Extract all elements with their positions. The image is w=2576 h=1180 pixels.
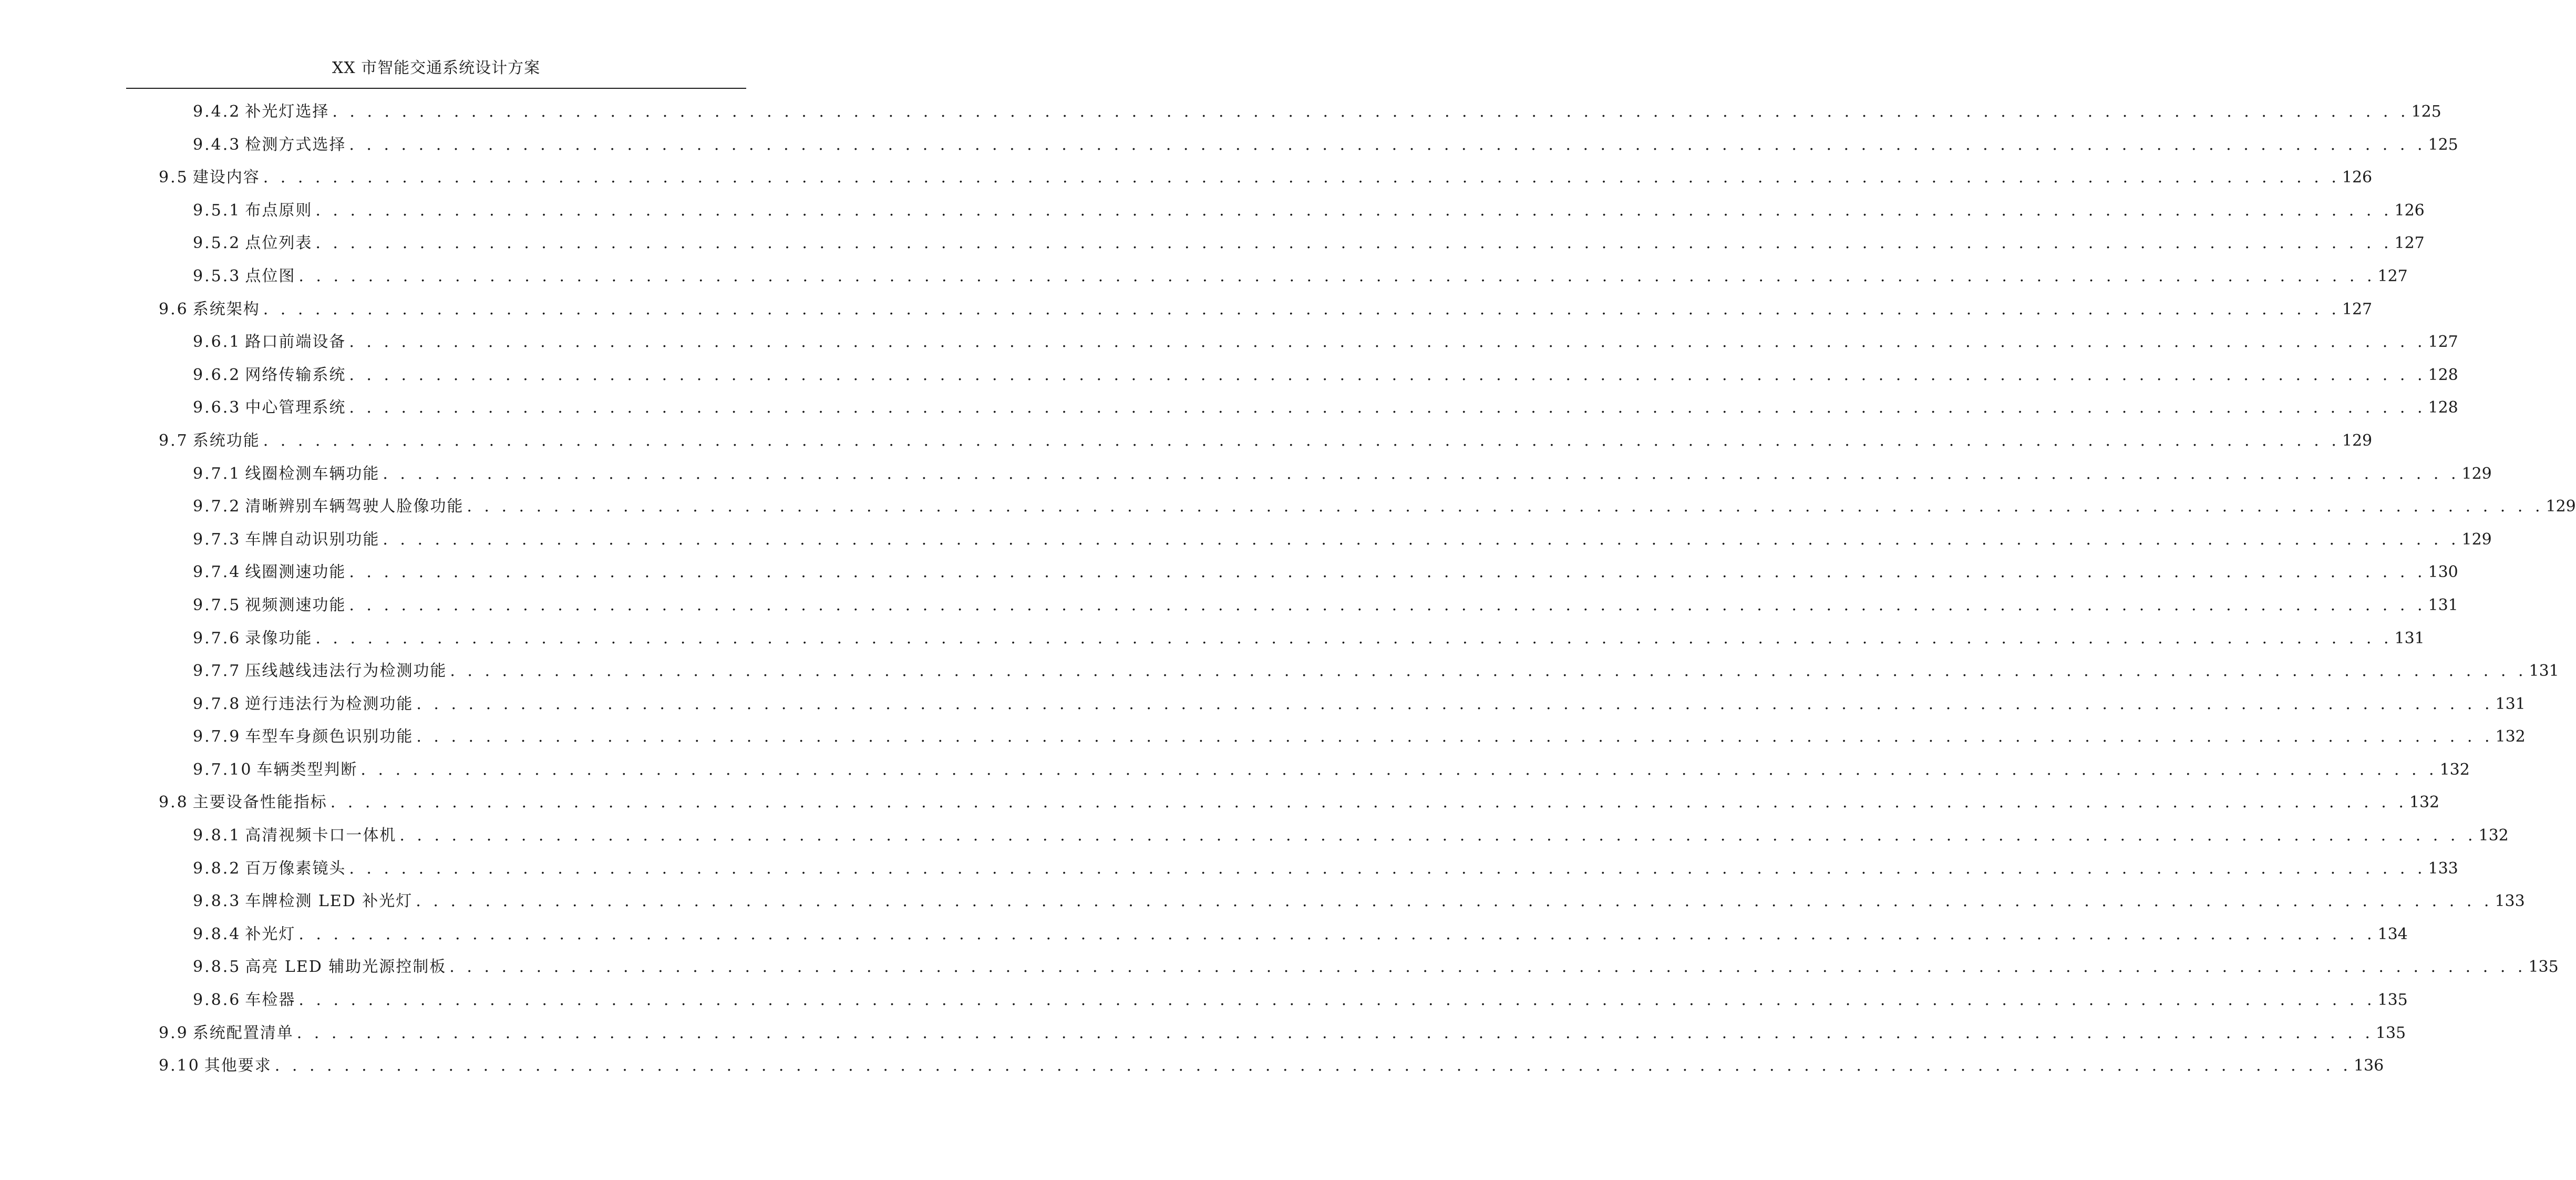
toc-entry[interactable]: [0, 429, 2373, 462]
toc-entry[interactable]: [0, 528, 2492, 561]
toc-entry[interactable]: [0, 495, 2576, 528]
toc-entry-title: 点位图: [245, 266, 296, 285]
toc-entry-page-number: 127: [2428, 333, 2458, 352]
toc-entry[interactable]: [0, 791, 2440, 824]
toc-entry-number: 9.7.9: [193, 727, 241, 746]
toc-dot-leader: . . . . . . . . . . . . . . . . . . . . . . . . . . . . . . . . . . . . . . . . . . . . . . . . . . . . . . . . . . . . . . . . . . . . . . . . . . . . . . . . . . . . . . . . . . . . . . . . . . . . . . . . . . . . . . . . . . . . . . . .: [349, 563, 2426, 582]
toc-entry-title: 清晰辨别车辆驾驶人脸像功能: [245, 497, 464, 516]
toc-entry-page-number: 132: [2409, 793, 2440, 812]
toc-entry-page-number: 131: [2428, 596, 2458, 614]
toc-entry-number: 9.8.3: [193, 892, 241, 911]
toc-entry-title: 主要设备性能指标: [192, 793, 327, 812]
toc-dot-leader: . . . . . . . . . . . . . . . . . . . . . . . . . . . . . . . . . . . . . . . . . . . . . . . . . . . . . . . . . . . . . . . . . . . . . . . . . . . . . . . . . . . . . . . . . . . . . . . . . . . . . . . . . . . . . . . . . . . . . . . .: [263, 300, 2340, 319]
toc-entry-number: 9.8.1: [193, 826, 241, 845]
toc-entry[interactable]: [0, 627, 2425, 660]
toc-dot-leader: . . . . . . . . . . . . . . . . . . . . . . . . . . . . . . . . . . . . . . . . . . . . . . . . . . . . . . . . . . . . . . . . . . . . . . . . . . . . . . . . . . . . . . . . . . . . . . . . . . . . . . . . . . . . . . . . . . . . . . . .: [450, 662, 2527, 681]
toc-entry[interactable]: [0, 560, 2458, 593]
toc-dot-leader: . . . . . . . . . . . . . . . . . . . . . . . . . . . . . . . . . . . . . . . . . . . . . . . . . . . . . . . . . . . . . . . . . . . . . . . . . . . . . . . . . . . . . . . . . . . . . . . . . . . . . . . . . . . . . . . . . . . . . . . .: [399, 826, 2477, 845]
toc-dot-leader: . . . . . . . . . . . . . . . . . . . . . . . . . . . . . . . . . . . . . . . . . . . . . . . . . . . . . . . . . . . . . . . . . . . . . . . . . . . . . . . . . . . . . . . . . . . . . . . . . . . . . . . . . . . . . . . . . . . . . . . .: [332, 102, 2409, 121]
toc-entry-title: 系统架构: [192, 300, 260, 319]
toc-entry-number: 9.8.5: [193, 958, 241, 977]
toc-entry[interactable]: [0, 593, 2458, 627]
toc-entry[interactable]: [0, 462, 2492, 495]
toc-entry-number: 9.5.1: [193, 201, 241, 220]
toc-entry-number: 9.7.8: [193, 694, 241, 713]
table-of-contents: [0, 100, 2576, 1087]
toc-dot-leader: . . . . . . . . . . . . . . . . . . . . . . . . . . . . . . . . . . . . . . . . . . . . . . . . . . . . . . . . . . . . . . . . . . . . . . . . . . . . . . . . . . . . . . . . . . . . . . . . . . . . . . . . . . . . . . . . . . . . . . . .: [349, 333, 2426, 352]
toc-entry-number: 9.6.3: [193, 398, 241, 417]
toc-entry-number: 9.9: [159, 1023, 189, 1042]
toc-entry-page-number: 132: [2439, 760, 2470, 779]
toc-entry-number: 9.8: [159, 793, 189, 812]
toc-entry-number: 9.5.2: [193, 234, 241, 253]
toc-entry-page-number: 136: [2353, 1056, 2384, 1075]
toc-entry-title: 网络传输系统: [245, 365, 346, 384]
toc-dot-leader: . . . . . . . . . . . . . . . . . . . . . . . . . . . . . . . . . . . . . . . . . . . . . . . . . . . . . . . . . . . . . . . . . . . . . . . . . . . . . . . . . . . . . . . . . . . . . . . . . . . . . . . . . . . . . . . . . . . . . . . .: [330, 793, 2407, 812]
toc-dot-leader: . . . . . . . . . . . . . . . . . . . . . . . . . . . . . . . . . . . . . . . . . . . . . . . . . . . . . . . . . . . . . . . . . . . . . . . . . . . . . . . . . . . . . . . . . . . . . . . . . . . . . . . . . . . . . . . . . . . . . . . .: [298, 991, 2376, 1010]
toc-entry-title: 补光灯选择: [245, 102, 329, 121]
toc-entry-title: 线圈测速功能: [245, 563, 346, 582]
toc-entry-page-number: 134: [2377, 925, 2408, 943]
toc-entry-number: 9.7.4: [193, 563, 241, 582]
toc-entry[interactable]: [0, 955, 2559, 988]
toc-entry-title: 线圈检测车辆功能: [245, 464, 380, 483]
toc-entry[interactable]: [0, 1021, 2406, 1054]
toc-entry[interactable]: [0, 692, 2526, 725]
toc-entry-title: 布点原则: [245, 201, 313, 220]
toc-entry[interactable]: [0, 199, 2425, 232]
toc-entry-page-number: 135: [2375, 1023, 2406, 1042]
toc-entry-title: 视频测速功能: [245, 596, 346, 614]
toc-entry-page-number: 125: [2428, 135, 2458, 154]
toc-entry-number: 9.7: [159, 431, 189, 450]
toc-entry-title: 路口前端设备: [245, 333, 346, 352]
toc-entry-page-number: 125: [2411, 102, 2441, 121]
toc-entry-title: 补光灯: [245, 925, 296, 943]
toc-entry[interactable]: [0, 330, 2458, 363]
toc-entry[interactable]: [0, 725, 2526, 758]
toc-dot-leader: . . . . . . . . . . . . . . . . . . . . . . . . . . . . . . . . . . . . . . . . . . . . . . . . . . . . . . . . . . . . . . . . . . . . . . . . . . . . . . . . . . . . . . . . . . . . . . . . . . . . . . . . . . . . . . . . . . . . . . . .: [349, 596, 2426, 614]
toc-entry-title: 车检器: [245, 991, 296, 1010]
toc-entry-page-number: 131: [2394, 629, 2425, 648]
toc-entry-number: 9.6.2: [193, 365, 241, 384]
toc-entry-title: 系统功能: [192, 431, 260, 450]
toc-entry[interactable]: [0, 297, 2373, 331]
toc-entry-title: 点位列表: [245, 234, 313, 253]
toc-entry-number: 9.7.7: [193, 662, 241, 681]
toc-entry[interactable]: [0, 396, 2458, 429]
toc-entry[interactable]: [0, 857, 2458, 890]
toc-entry-page-number: 135: [2528, 958, 2559, 977]
toc-dot-leader: . . . . . . . . . . . . . . . . . . . . . . . . . . . . . . . . . . . . . . . . . . . . . . . . . . . . . . . . . . . . . . . . . . . . . . . . . . . . . . . . . . . . . . . . . . . . . . . . . . . . . . . . . . . . . . . . . . . . . . . .: [416, 727, 2493, 746]
toc-entry-number: 9.4.2: [193, 102, 241, 121]
toc-dot-leader: . . . . . . . . . . . . . . . . . . . . . . . . . . . . . . . . . . . . . . . . . . . . . . . . . . . . . . . . . . . . . . . . . . . . . . . . . . . . . . . . . . . . . . . . . . . . . . . . . . . . . . . . . . . . . . . . . . . . . . . .: [315, 201, 2393, 220]
toc-entry-number: 9.5.3: [193, 266, 241, 285]
toc-entry-page-number: 129: [2342, 431, 2373, 450]
toc-entry[interactable]: [0, 988, 2408, 1021]
toc-entry[interactable]: [0, 824, 2509, 857]
toc-entry-page-number: 127: [2342, 300, 2373, 319]
toc-entry-title: 建设内容: [192, 168, 260, 187]
toc-dot-leader: . . . . . . . . . . . . . . . . . . . . . . . . . . . . . . . . . . . . . . . . . . . . . . . . . . . . . . . . . . . . . . . . . . . . . . . . . . . . . . . . . . . . . . . . . . . . . . . . . . . . . . . . . . . . . . . . . . . . . . . .: [274, 1056, 2352, 1075]
toc-entry[interactable]: [0, 231, 2425, 264]
header-rule: [126, 88, 746, 89]
toc-entry-page-number: 132: [2495, 727, 2526, 746]
toc-entry[interactable]: [0, 1054, 2384, 1087]
toc-entry-title: 逆行违法行为检测功能: [245, 694, 414, 713]
toc-dot-leader: . . . . . . . . . . . . . . . . . . . . . . . . . . . . . . . . . . . . . . . . . . . . . . . . . . . . . . . . . . . . . . . . . . . . . . . . . . . . . . . . . . . . . . . . . . . . . . . . . . . . . . . . . . . . . . . . . . . . . . . .: [349, 365, 2426, 384]
toc-entry-page-number: 135: [2377, 991, 2408, 1010]
toc-entry-page-number: 127: [2377, 266, 2408, 285]
toc-entry[interactable]: [0, 100, 2441, 133]
toc-entry[interactable]: [0, 659, 2559, 692]
toc-entry[interactable]: [0, 264, 2408, 297]
toc-dot-leader: . . . . . . . . . . . . . . . . . . . . . . . . . . . . . . . . . . . . . . . . . . . . . . . . . . . . . . . . . . . . . . . . . . . . . . . . . . . . . . . . . . . . . . . . . . . . . . . . . . . . . . . . . . . . . . . . . . . . . . . .: [315, 234, 2393, 253]
toc-dot-leader: . . . . . . . . . . . . . . . . . . . . . . . . . . . . . . . . . . . . . . . . . . . . . . . . . . . . . . . . . . . . . . . . . . . . . . . . . . . . . . . . . . . . . . . . . . . . . . . . . . . . . . . . . . . . . . . . . . . . . . . .: [349, 135, 2426, 154]
toc-dot-leader: . . . . . . . . . . . . . . . . . . . . . . . . . . . . . . . . . . . . . . . . . . . . . . . . . . . . . . . . . . . . . . . . . . . . . . . . . . . . . . . . . . . . . . . . . . . . . . . . . . . . . . . . . . . . . . . . . . . . . . . .: [263, 168, 2340, 187]
toc-entry-number: 9.7.5: [193, 596, 241, 614]
toc-entry-page-number: 127: [2394, 234, 2425, 253]
toc-entry-page-number: 133: [2495, 892, 2525, 911]
toc-entry-title: 车牌检测 LED 补光灯: [245, 892, 413, 911]
toc-entry-page-number: 129: [2546, 497, 2576, 516]
toc-entry-page-number: 131: [2529, 662, 2559, 681]
toc-entry-number: 9.7.3: [193, 530, 241, 549]
toc-dot-leader: . . . . . . . . . . . . . . . . . . . . . . . . . . . . . . . . . . . . . . . . . . . . . . . . . . . . . . . . . . . . . . . . . . . . . . . . . . . . . . . . . . . . . . . . . . . . . . . . . . . . . . . . . . . . . . . . . . . . . . . .: [298, 925, 2376, 943]
toc-entry-page-number: 132: [2478, 826, 2509, 845]
toc-entry-number: 9.8.2: [193, 859, 241, 878]
toc-entry-title: 车辆类型判断: [256, 760, 358, 779]
toc-entry-page-number: 129: [2461, 530, 2492, 549]
toc-entry-number: 9.5: [159, 168, 189, 187]
toc-entry-title: 车牌自动识别功能: [245, 530, 380, 549]
toc-entry-number: 9.4.3: [193, 135, 241, 154]
toc-dot-leader: . . . . . . . . . . . . . . . . . . . . . . . . . . . . . . . . . . . . . . . . . . . . . . . . . . . . . . . . . . . . . . . . . . . . . . . . . . . . . . . . . . . . . . . . . . . . . . . . . . . . . . . . . . . . . . . . . . . . . . . .: [298, 266, 2376, 285]
toc-entry-page-number: 131: [2495, 694, 2526, 713]
toc-entry-title: 压线越线违法行为检测功能: [245, 662, 447, 681]
toc-entry-title: 高清视频卡口一体机: [245, 826, 397, 845]
toc-entry[interactable]: [0, 133, 2458, 166]
toc-dot-leader: . . . . . . . . . . . . . . . . . . . . . . . . . . . . . . . . . . . . . . . . . . . . . . . . . . . . . . . . . . . . . . . . . . . . . . . . . . . . . . . . . . . . . . . . . . . . . . . . . . . . . . . . . . . . . . . . . . . . . . . .: [296, 1023, 2374, 1042]
toc-dot-leader: . . . . . . . . . . . . . . . . . . . . . . . . . . . . . . . . . . . . . . . . . . . . . . . . . . . . . . . . . . . . . . . . . . . . . . . . . . . . . . . . . . . . . . . . . . . . . . . . . . . . . . . . . . . . . . . . . . . . . . . .: [383, 464, 2460, 483]
toc-entry-title: 百万像素镜头: [245, 859, 346, 878]
toc-entry-number: 9.8.6: [193, 991, 241, 1010]
toc-dot-leader: . . . . . . . . . . . . . . . . . . . . . . . . . . . . . . . . . . . . . . . . . . . . . . . . . . . . . . . . . . . . . . . . . . . . . . . . . . . . . . . . . . . . . . . . . . . . . . . . . . . . . . . . . . . . . . . . . . . . . . . .: [263, 431, 2340, 450]
toc-entry-title: 录像功能: [245, 629, 313, 648]
toc-dot-leader: . . . . . . . . . . . . . . . . . . . . . . . . . . . . . . . . . . . . . . . . . . . . . . . . . . . . . . . . . . . . . . . . . . . . . . . . . . . . . . . . . . . . . . . . . . . . . . . . . . . . . . . . . . . . . . . . . . . . . . . .: [349, 398, 2426, 417]
toc-entry-number: 9.6.1: [193, 333, 241, 352]
toc-dot-leader: . . . . . . . . . . . . . . . . . . . . . . . . . . . . . . . . . . . . . . . . . . . . . . . . . . . . . . . . . . . . . . . . . . . . . . . . . . . . . . . . . . . . . . . . . . . . . . . . . . . . . . . . . . . . . . . . . . . . . . . .: [383, 530, 2460, 549]
toc-entry[interactable]: [0, 922, 2408, 956]
toc-dot-leader: . . . . . . . . . . . . . . . . . . . . . . . . . . . . . . . . . . . . . . . . . . . . . . . . . . . . . . . . . . . . . . . . . . . . . . . . . . . . . . . . . . . . . . . . . . . . . . . . . . . . . . . . . . . . . . . . . . . . . . . .: [416, 694, 2493, 713]
toc-entry-page-number: 129: [2461, 464, 2492, 483]
toc-entry-page-number: 126: [2394, 201, 2425, 220]
page-header-title: XX 市智能交通系统设计方案: [332, 59, 541, 77]
toc-entry-title: 检测方式选择: [245, 135, 346, 154]
toc-dot-leader: . . . . . . . . . . . . . . . . . . . . . . . . . . . . . . . . . . . . . . . . . . . . . . . . . . . . . . . . . . . . . . . . . . . . . . . . . . . . . . . . . . . . . . . . . . . . . . . . . . . . . . . . . . . . . . . . . . . . . . . .: [349, 859, 2426, 878]
toc-entry-page-number: 126: [2342, 168, 2373, 187]
toc-entry-number: 9.7.10: [193, 760, 253, 779]
toc-entry-number: 9.6: [159, 300, 189, 319]
toc-entry-page-number: 130: [2428, 563, 2458, 582]
toc-entry-title: 高亮 LED 辅助光源控制板: [245, 958, 447, 977]
toc-entry[interactable]: [0, 758, 2470, 791]
toc-entry-page-number: 133: [2428, 859, 2458, 878]
toc-entry-number: 9.7.6: [193, 629, 241, 648]
toc-entry-title: 系统配置清单: [192, 1023, 294, 1042]
toc-entry-page-number: 128: [2428, 365, 2458, 384]
toc-entry-title: 中心管理系统: [245, 398, 346, 417]
toc-dot-leader: . . . . . . . . . . . . . . . . . . . . . . . . . . . . . . . . . . . . . . . . . . . . . . . . . . . . . . . . . . . . . . . . . . . . . . . . . . . . . . . . . . . . . . . . . . . . . . . . . . . . . . . . . . . . . . . . . . . . . . . .: [449, 958, 2527, 977]
toc-entry-page-number: 128: [2428, 398, 2458, 417]
toc-entry[interactable]: [0, 363, 2458, 396]
toc-dot-leader: . . . . . . . . . . . . . . . . . . . . . . . . . . . . . . . . . . . . . . . . . . . . . . . . . . . . . . . . . . . . . . . . . . . . . . . . . . . . . . . . . . . . . . . . . . . . . . . . . . . . . . . . . . . . . . . . . . . . . . . .: [467, 497, 2544, 516]
toc-entry-title: 其他要求: [204, 1056, 272, 1075]
toc-entry[interactable]: [0, 166, 2373, 199]
toc-entry-number: 9.8.4: [193, 925, 241, 943]
toc-entry-number: 9.10: [159, 1056, 200, 1075]
toc-entry-number: 9.7.1: [193, 464, 241, 483]
toc-entry[interactable]: [0, 889, 2525, 922]
toc-dot-leader: . . . . . . . . . . . . . . . . . . . . . . . . . . . . . . . . . . . . . . . . . . . . . . . . . . . . . . . . . . . . . . . . . . . . . . . . . . . . . . . . . . . . . . . . . . . . . . . . . . . . . . . . . . . . . . . . . . . . . . . .: [360, 760, 2438, 779]
toc-entry-number: 9.7.2: [193, 497, 241, 516]
toc-dot-leader: . . . . . . . . . . . . . . . . . . . . . . . . . . . . . . . . . . . . . . . . . . . . . . . . . . . . . . . . . . . . . . . . . . . . . . . . . . . . . . . . . . . . . . . . . . . . . . . . . . . . . . . . . . . . . . . . . . . . . . . .: [315, 629, 2393, 648]
toc-dot-leader: . . . . . . . . . . . . . . . . . . . . . . . . . . . . . . . . . . . . . . . . . . . . . . . . . . . . . . . . . . . . . . . . . . . . . . . . . . . . . . . . . . . . . . . . . . . . . . . . . . . . . . . . . . . . . . . . . . . . . . . .: [416, 892, 2493, 911]
toc-entry-title: 车型车身颜色识别功能: [245, 727, 414, 746]
